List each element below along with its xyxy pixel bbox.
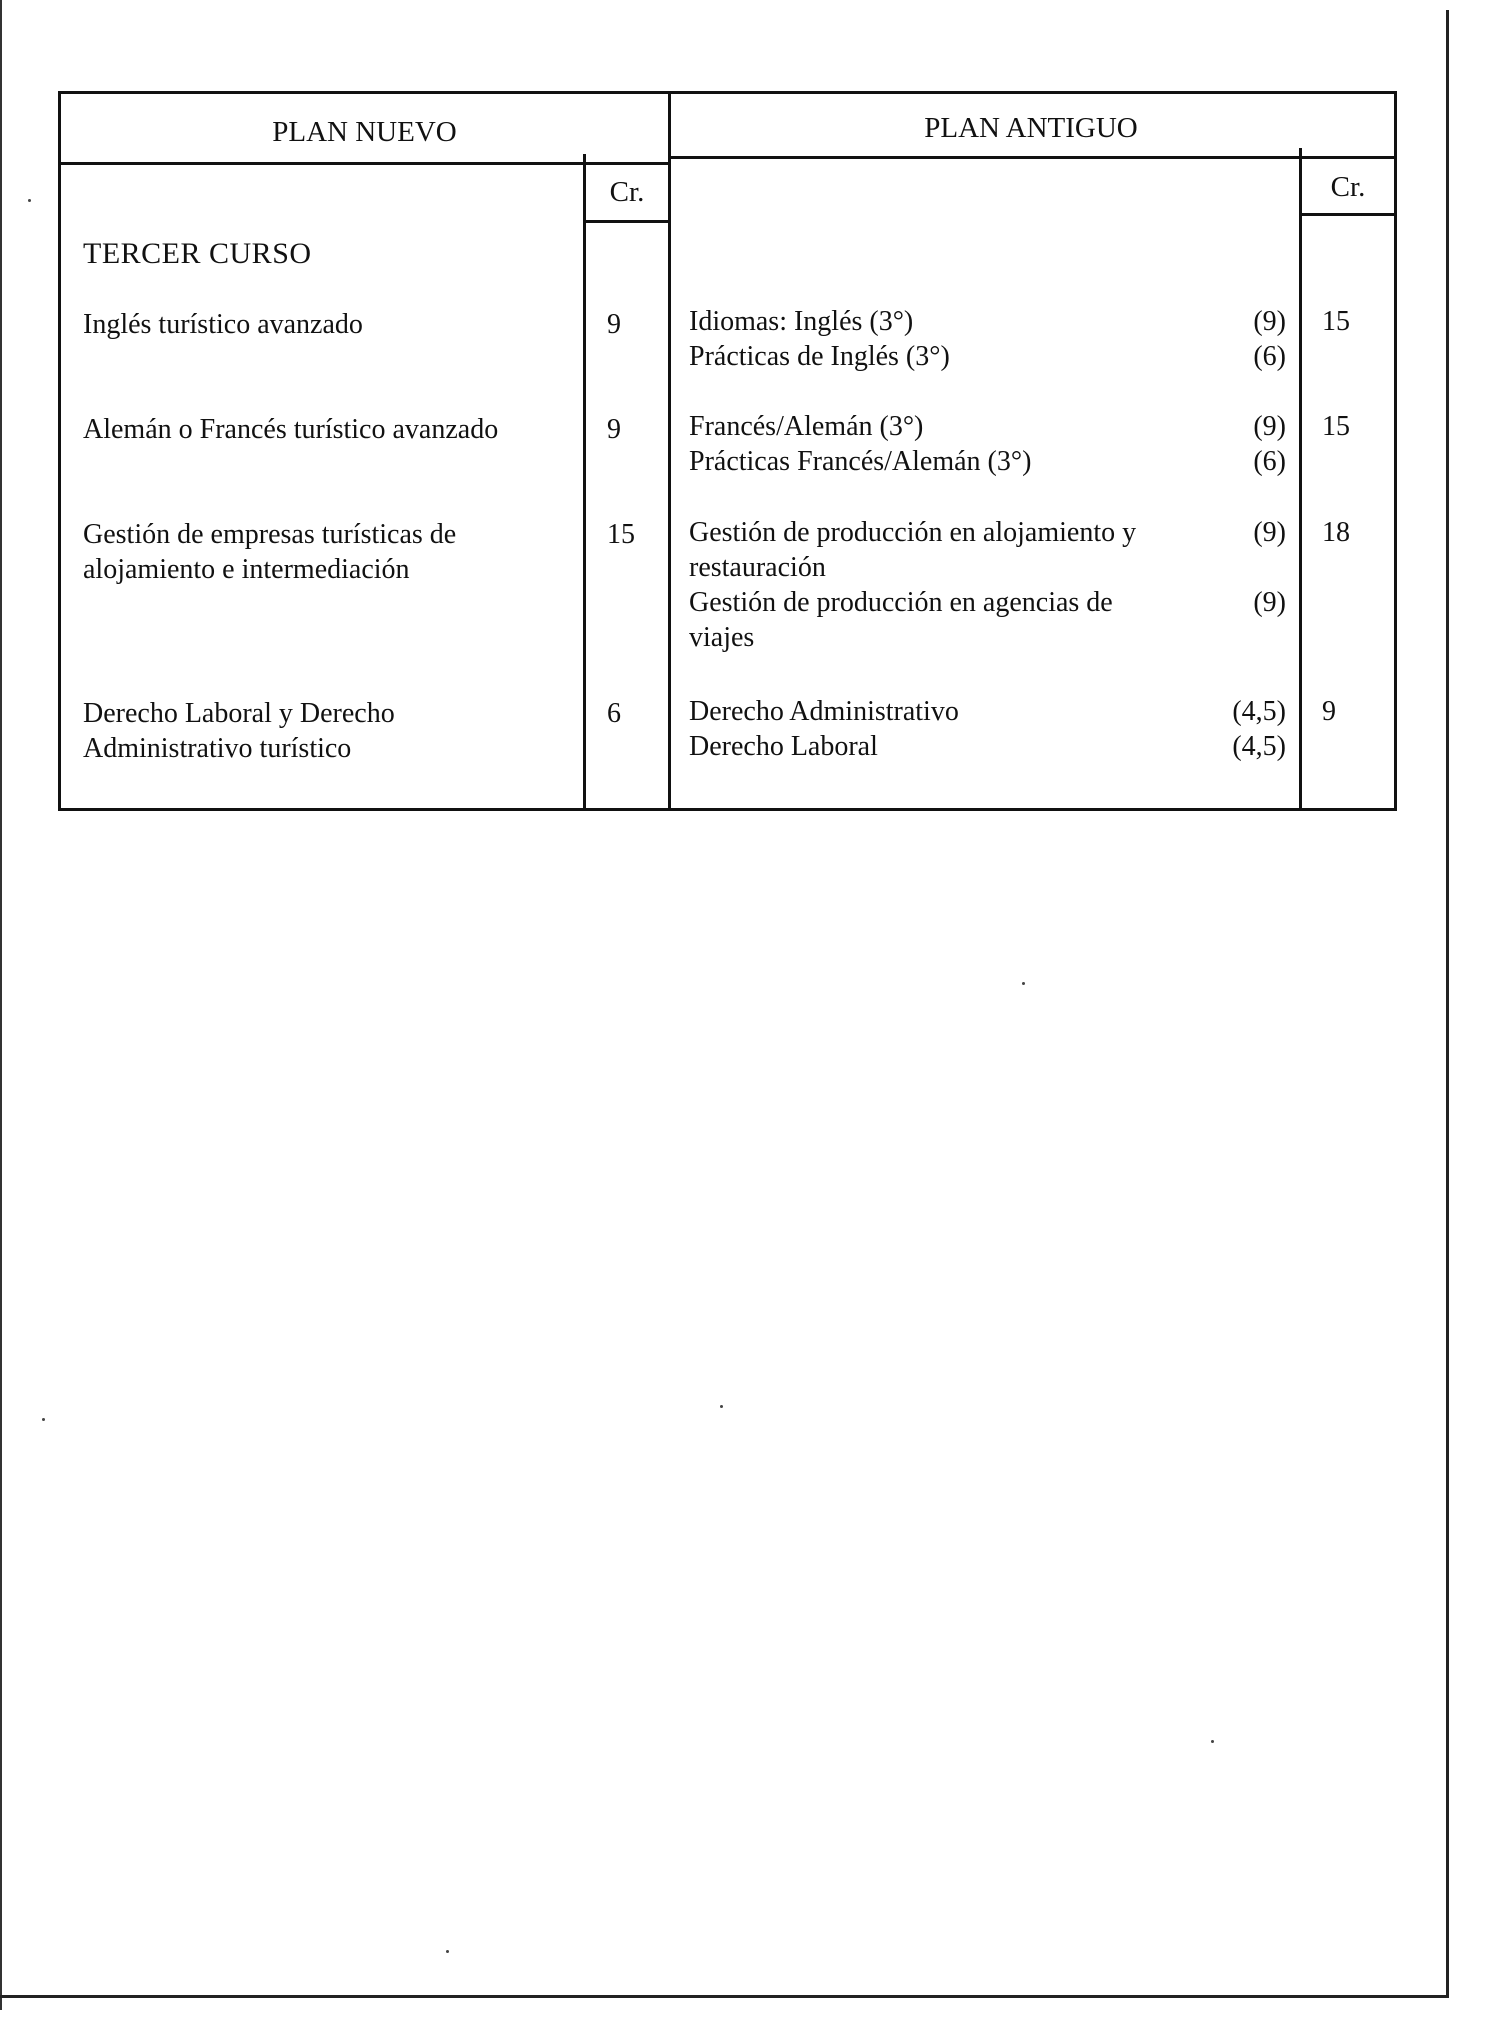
antiguo-course-line: viajes	[689, 622, 755, 653]
antiguo-course-line: Prácticas Francés/Alemán (3°)	[689, 446, 1032, 477]
antiguo-total-credits: 18	[1322, 517, 1350, 548]
antiguo-course-line: Derecho Laboral	[689, 731, 878, 762]
scan-speck	[446, 1950, 449, 1953]
nuevo-course-line: alojamiento e intermediación	[83, 554, 410, 585]
section-title: TERCER CURSO	[83, 237, 312, 270]
header-credits-antiguo: Cr.	[1330, 171, 1366, 203]
nuevo-course-line: Gestión de empresas turísticas de	[83, 519, 457, 550]
divider-plans	[668, 94, 671, 808]
antiguo-credits: (9)	[1253, 411, 1286, 442]
nuevo-course-line: Alemán o Francés turístico avanzado	[83, 414, 499, 445]
antiguo-course-line: Gestión de producción en alojamiento y	[689, 517, 1137, 548]
antiguo-credits: (6)	[1253, 341, 1286, 372]
nuevo-credits: 9	[607, 309, 621, 340]
antiguo-course-line: Derecho Administrativo	[689, 696, 959, 727]
antiguo-course-line: Gestión de producción en agencias de	[689, 587, 1113, 618]
header-plan-antiguo: PLAN ANTIGUO	[924, 112, 1138, 144]
antiguo-credits: (9)	[1253, 587, 1286, 618]
nuevo-course-line: Derecho Laboral y Derecho	[83, 698, 395, 729]
header-credits-nuevo: Cr.	[609, 176, 645, 208]
scan-speck	[720, 1405, 723, 1408]
scan-speck	[42, 1418, 45, 1421]
header-rule-antiguo	[668, 156, 1394, 159]
antiguo-course-line: Idiomas: Inglés (3°)	[689, 306, 914, 337]
antiguo-total-credits: 9	[1322, 696, 1336, 727]
antiguo-course-line: Francés/Alemán (3°)	[689, 411, 924, 442]
scan-speck	[28, 199, 31, 202]
scan-speck	[1022, 982, 1025, 985]
antiguo-credits: (9)	[1253, 517, 1286, 548]
antiguo-credits: (9)	[1253, 306, 1286, 337]
nuevo-course-line: Inglés turístico avanzado	[83, 309, 363, 340]
equivalence-table	[58, 91, 1397, 811]
nuevo-credits: 6	[607, 698, 621, 729]
nuevo-course-line: Administrativo turístico	[83, 733, 352, 764]
antiguo-credits: (4,5)	[1232, 731, 1286, 762]
header-rule-nuevo	[61, 162, 668, 165]
antiguo-course-line: Prácticas de Inglés (3°)	[689, 341, 950, 372]
antiguo-credits: (4,5)	[1232, 696, 1286, 727]
divider-nuevo-credits	[583, 154, 586, 808]
divider-antiguo-credits	[1299, 148, 1302, 808]
antiguo-credits: (6)	[1253, 446, 1286, 477]
antiguo-course-line: restauración	[689, 552, 826, 583]
nuevo-credits: 9	[607, 414, 621, 445]
scan-speck	[1211, 1740, 1214, 1743]
nuevo-credits: 15	[607, 519, 635, 550]
antiguo-total-credits: 15	[1322, 306, 1350, 337]
cr-box-rule-nuevo	[583, 220, 671, 223]
antiguo-total-credits: 15	[1322, 411, 1350, 442]
cr-box-rule-antiguo	[1299, 213, 1394, 216]
header-plan-nuevo: PLAN NUEVO	[272, 116, 457, 148]
